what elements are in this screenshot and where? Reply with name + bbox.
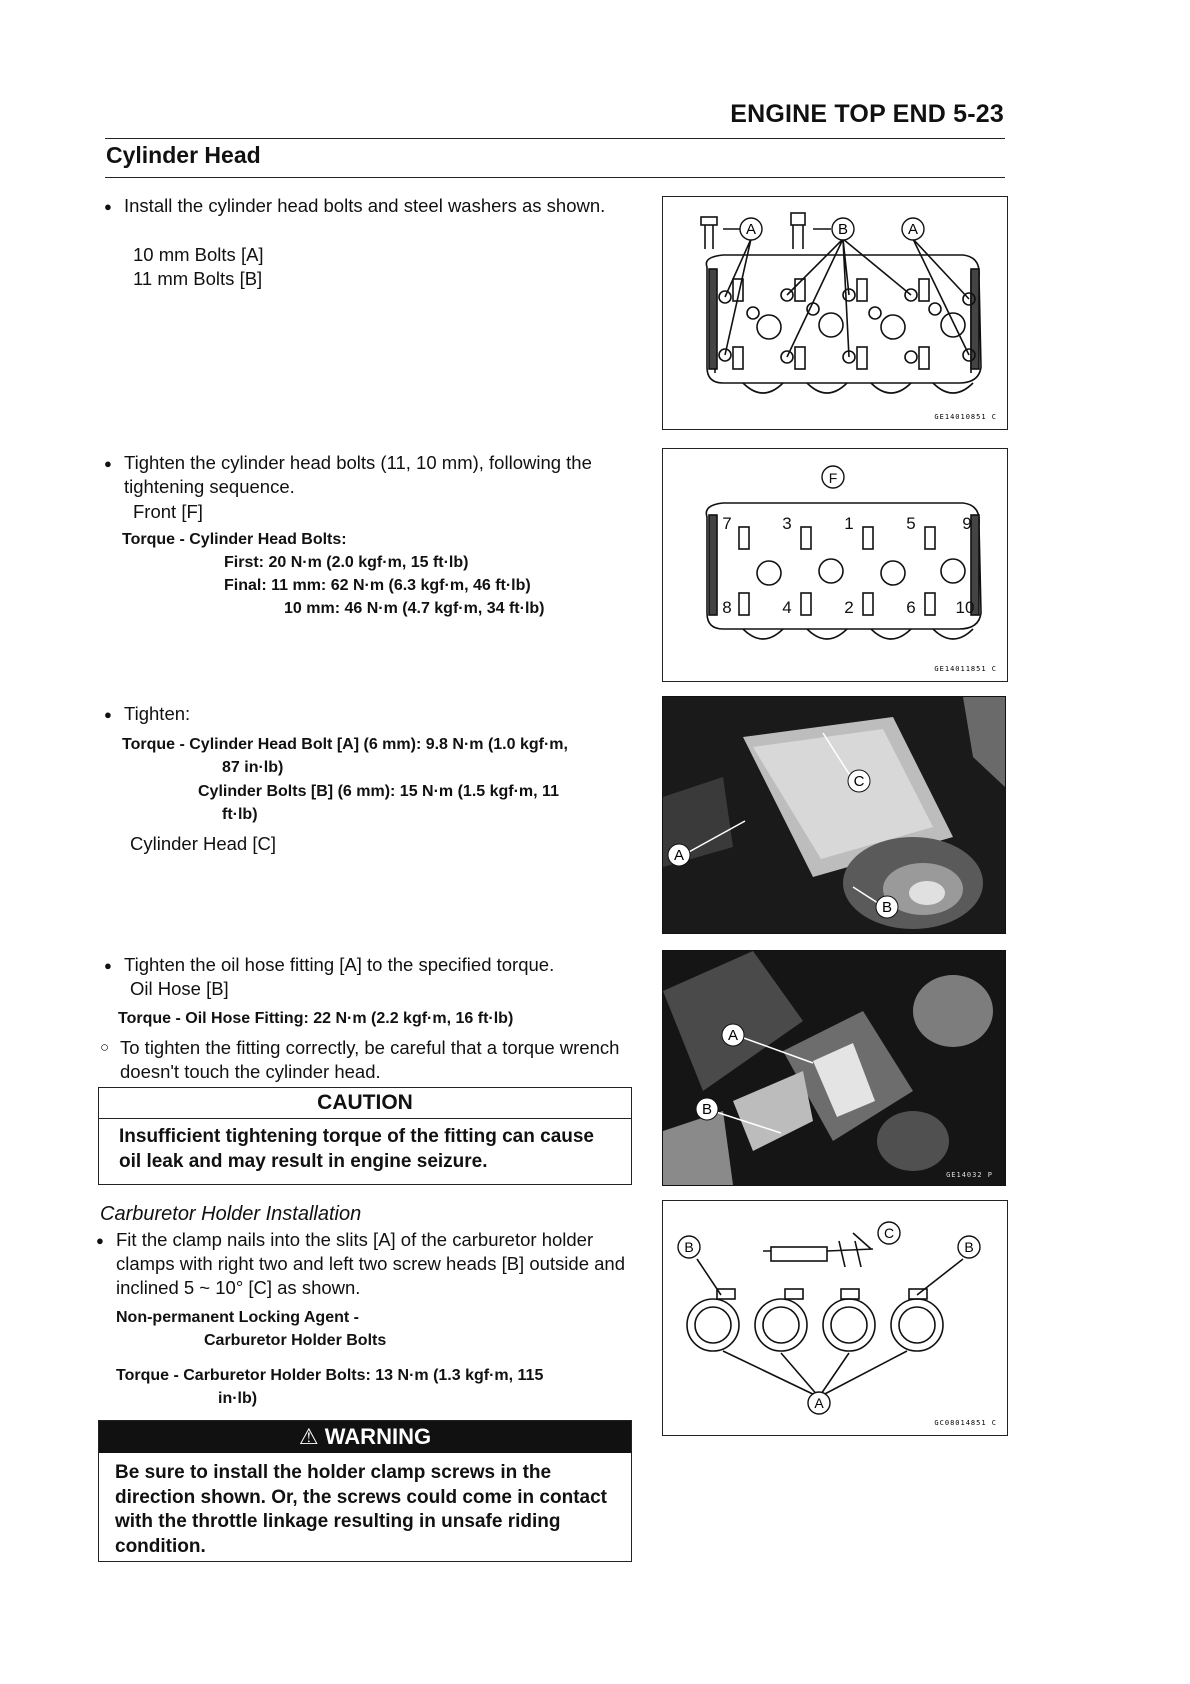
fig4-label-b: B (701, 1101, 713, 1118)
fig1-label-a: A (745, 221, 757, 238)
carb-section-title: Carburetor Holder Installation (100, 1203, 362, 1225)
page-header: ENGINE TOP END 5-23 (730, 100, 1004, 128)
item-front: Front [F] (133, 501, 203, 522)
torque-head-bolts-label: Torque - Cylinder Head Bolts: (122, 531, 347, 548)
torque-cylinder-bolts-cont: ft·lb) (222, 806, 258, 823)
caution-box (98, 1087, 632, 1185)
item-11mm-bolts: 11 mm Bolts [B] (133, 268, 263, 289)
seq-10: 10 (955, 598, 975, 617)
warning-title: ⚠ WARNING (99, 1421, 631, 1453)
fig1-label-b: B (837, 221, 849, 238)
seq-5: 5 (906, 514, 916, 533)
figure-bolt-layout (662, 196, 1008, 430)
step-tighten: ● Tighten: (124, 702, 190, 726)
step-oil-hose: ● Tighten the oil hose fitting [A] to the specified torque. (124, 953, 636, 977)
header-rule (105, 138, 1005, 139)
seq-6: 6 (906, 598, 916, 617)
section-rule (105, 177, 1005, 178)
warning-body: Be sure to install the holder clamp screws in the direction shown. Or, the screws could come in contact with the throttle linkage resulting in unsafe riding condition. (115, 1462, 607, 1557)
seq-1: 1 (844, 514, 854, 533)
seq-7: 7 (722, 514, 732, 533)
item-oil-hose: Oil Hose [B] (130, 978, 229, 999)
seq-4: 4 (782, 598, 792, 617)
step-install-bolts: ● Install the cylinder head bolts and steel washers as shown. (124, 194, 636, 218)
fig2-code: GE14011851 C (934, 665, 997, 673)
note-torque-wrench: ○ To tighten the fitting correctly, be careful that a torque wrench doesn't touch the cylinder head. (120, 1036, 635, 1084)
fig3-label-b: B (881, 899, 893, 916)
photo-oil-hose (662, 950, 1006, 1186)
torque-head-bolt-6mm: Torque - Cylinder Head Bolt [A] (6 mm): 9.8 N·m (1.0 kgf·m, (122, 736, 568, 753)
photo-cylinder-head (662, 696, 1006, 934)
seq-3: 3 (782, 514, 792, 533)
locking-agent-item: Carburetor Holder Bolts (204, 1332, 387, 1349)
item-10mm-bolts: 10 mm Bolts [A] (133, 244, 264, 265)
fig1-code: GE14010851 C (934, 413, 997, 421)
fig3-label-a: A (673, 847, 685, 864)
torque-final-10mm: 10 mm: 46 N·m (4.7 kgf·m, 34 ft·lb) (284, 600, 545, 617)
torque-head-bolt-6mm-cont: 87 in·lb) (222, 759, 284, 776)
fig5-label-b-right: B (964, 1239, 974, 1255)
caution-title: CAUTION (99, 1088, 631, 1119)
fig5-label-a: A (814, 1395, 824, 1411)
step-clamp-nails: ● Fit the clamp nails into the slits [A] of the carburetor holder clamps with right two and left two screw heads [B] outside and inclined 5 ~ 10° [C] as shown. (116, 1228, 636, 1300)
fig3-label-c: C (853, 773, 865, 790)
torque-oil-hose: Torque - Oil Hose Fitting: 22 N·m (2.2 kgf·m, 16 ft·lb) (118, 1010, 514, 1027)
fig5-code: GC08014851 C (934, 1419, 997, 1427)
fig5-label-b-left: B (684, 1239, 694, 1255)
fig5-label-c: C (883, 1225, 895, 1241)
torque-carb-holder: Torque - Carburetor Holder Bolts: 13 N·m (1.3 kgf·m, 115 (116, 1367, 544, 1384)
seq-2: 2 (844, 598, 854, 617)
caution-body: Insufficient tightening torque of the fitting can cause oil leak and may result in engine seizure. (119, 1126, 594, 1172)
warning-box (98, 1420, 632, 1562)
torque-carb-holder-cont: in·lb) (218, 1390, 258, 1407)
fig4-code: GE14032 P (946, 1171, 993, 1179)
figure-tightening-sequence (662, 448, 1008, 682)
fig2-front-label: F (828, 470, 838, 486)
item-cylinder-head: Cylinder Head [C] (130, 833, 277, 854)
fig4-label-a: A (727, 1027, 739, 1044)
torque-first: First: 20 N·m (2.0 kgf·m, 15 ft·lb) (224, 554, 469, 571)
step-tighten-sequence: ● Tighten the cylinder head bolts (11, 10 mm), following the tightening sequence. (124, 451, 636, 499)
fig1-label-a2: A (907, 221, 919, 238)
seq-9: 9 (962, 514, 972, 533)
torque-cylinder-bolts: Cylinder Bolts [B] (6 mm): 15 N·m (1.5 kgf·m, 11 (198, 783, 559, 800)
torque-final-11mm: Final: 11 mm: 62 N·m (6.3 kgf·m, 46 ft·lb) (224, 577, 531, 594)
seq-8: 8 (722, 598, 732, 617)
section-title: Cylinder Head (106, 142, 261, 168)
locking-agent-label: Non-permanent Locking Agent - (116, 1309, 359, 1326)
figure-carb-holder (662, 1200, 1008, 1436)
